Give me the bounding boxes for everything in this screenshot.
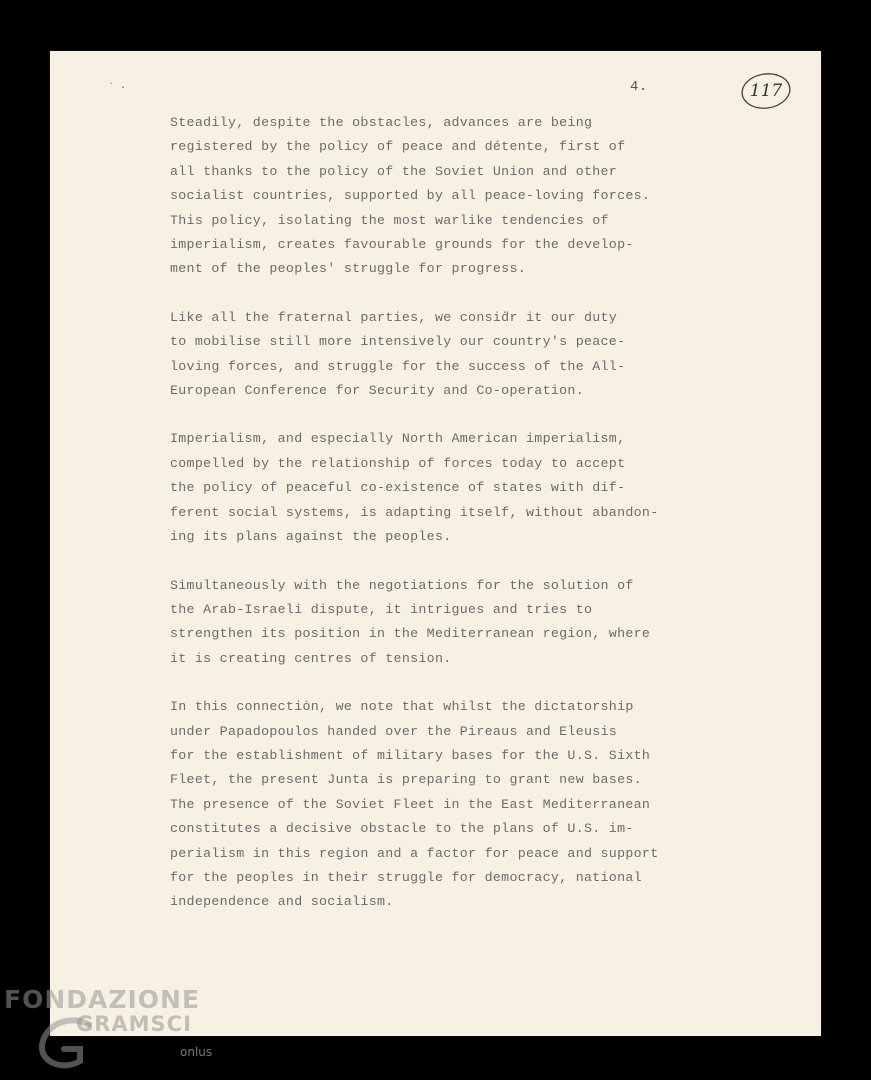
paragraph <box>170 111 710 282</box>
watermark-fondazione: FONDAZIONE <box>4 985 201 1014</box>
document-body <box>170 111 710 939</box>
watermark-logo <box>4 985 244 1075</box>
paragraph <box>170 695 710 915</box>
paper-specks: ` · <box>108 83 127 94</box>
text-line: independence and socialism. <box>170 894 394 910</box>
folio-number: 117 <box>749 81 783 101</box>
text-line: registered by the policy of peace and détente, first of <box>170 139 626 155</box>
text-line: it is creating centres of tension. <box>170 650 452 666</box>
text-line: In this connectiȯn, we note that whilst the dictatorship <box>170 699 634 715</box>
text-line: the Arab-Israeli dispute, it intrigues and tries to <box>170 601 593 617</box>
watermark-gramsci: GRAMSCI <box>76 1012 192 1036</box>
text-line: to mobilise still more intensively our country's peace- <box>170 334 626 350</box>
document-page <box>50 51 821 1036</box>
text-line: under Papadopoulos handed over the Pireaus and Eleusis <box>170 723 618 739</box>
text-line: Like all the fraternal parties, we consiḋr it our duty <box>170 309 618 325</box>
watermark-onlus: onlus <box>180 1045 213 1059</box>
page-number: 4. <box>630 79 648 95</box>
text-line: socialist countries, supported by all peace-loving forces. <box>170 188 651 204</box>
text-line: Fleet, the present Junta is preparing to grant new bases. <box>170 772 642 788</box>
text-line: loving forces, and struggle for the success of the All- <box>170 358 626 374</box>
text-line: ferent social systems, is adapting itself, without abandon- <box>170 504 659 520</box>
text-line: This policy, isolating the most warlike tendencies of <box>170 212 609 228</box>
text-line: imperialism, creates favourable grounds for the develop- <box>170 237 634 253</box>
paragraph <box>170 306 710 404</box>
text-line: the policy of peaceful co-existence of states with dif- <box>170 480 626 496</box>
text-line: for the establishment of military bases for the U.S. Sixth <box>170 747 651 763</box>
paragraph <box>170 574 710 672</box>
text-line: constitutes a decisive obstacle to the plans of U.S. im- <box>170 821 634 837</box>
text-line: strengthen its position in the Mediterranean region, where <box>170 626 651 642</box>
text-line: perialism in this region and a factor for peace and support <box>170 845 659 861</box>
text-line: ing its plans against the peoples. <box>170 529 452 545</box>
text-line: Simultaneously with the negotiations for the solution of <box>170 577 634 593</box>
text-line: European Conference for Security and Co-operation. <box>170 383 584 399</box>
text-line: The presence of the Soviet Fleet in the East Mediterranean <box>170 796 651 812</box>
folio-stamp <box>740 71 792 111</box>
text-line: for the peoples in their struggle for democracy, national <box>170 869 642 885</box>
paragraph <box>170 427 710 549</box>
text-line: all thanks to the policy of the Soviet Union and other <box>170 163 618 179</box>
text-line: compelled by the relationship of forces today to accept <box>170 455 626 471</box>
text-line: Steadily, despite the obstacles, advances are being <box>170 115 593 130</box>
text-line: Imperialism, and especially North American imperialism, <box>170 431 626 447</box>
text-line: ment of the peoples' struggle for progress. <box>170 261 527 277</box>
